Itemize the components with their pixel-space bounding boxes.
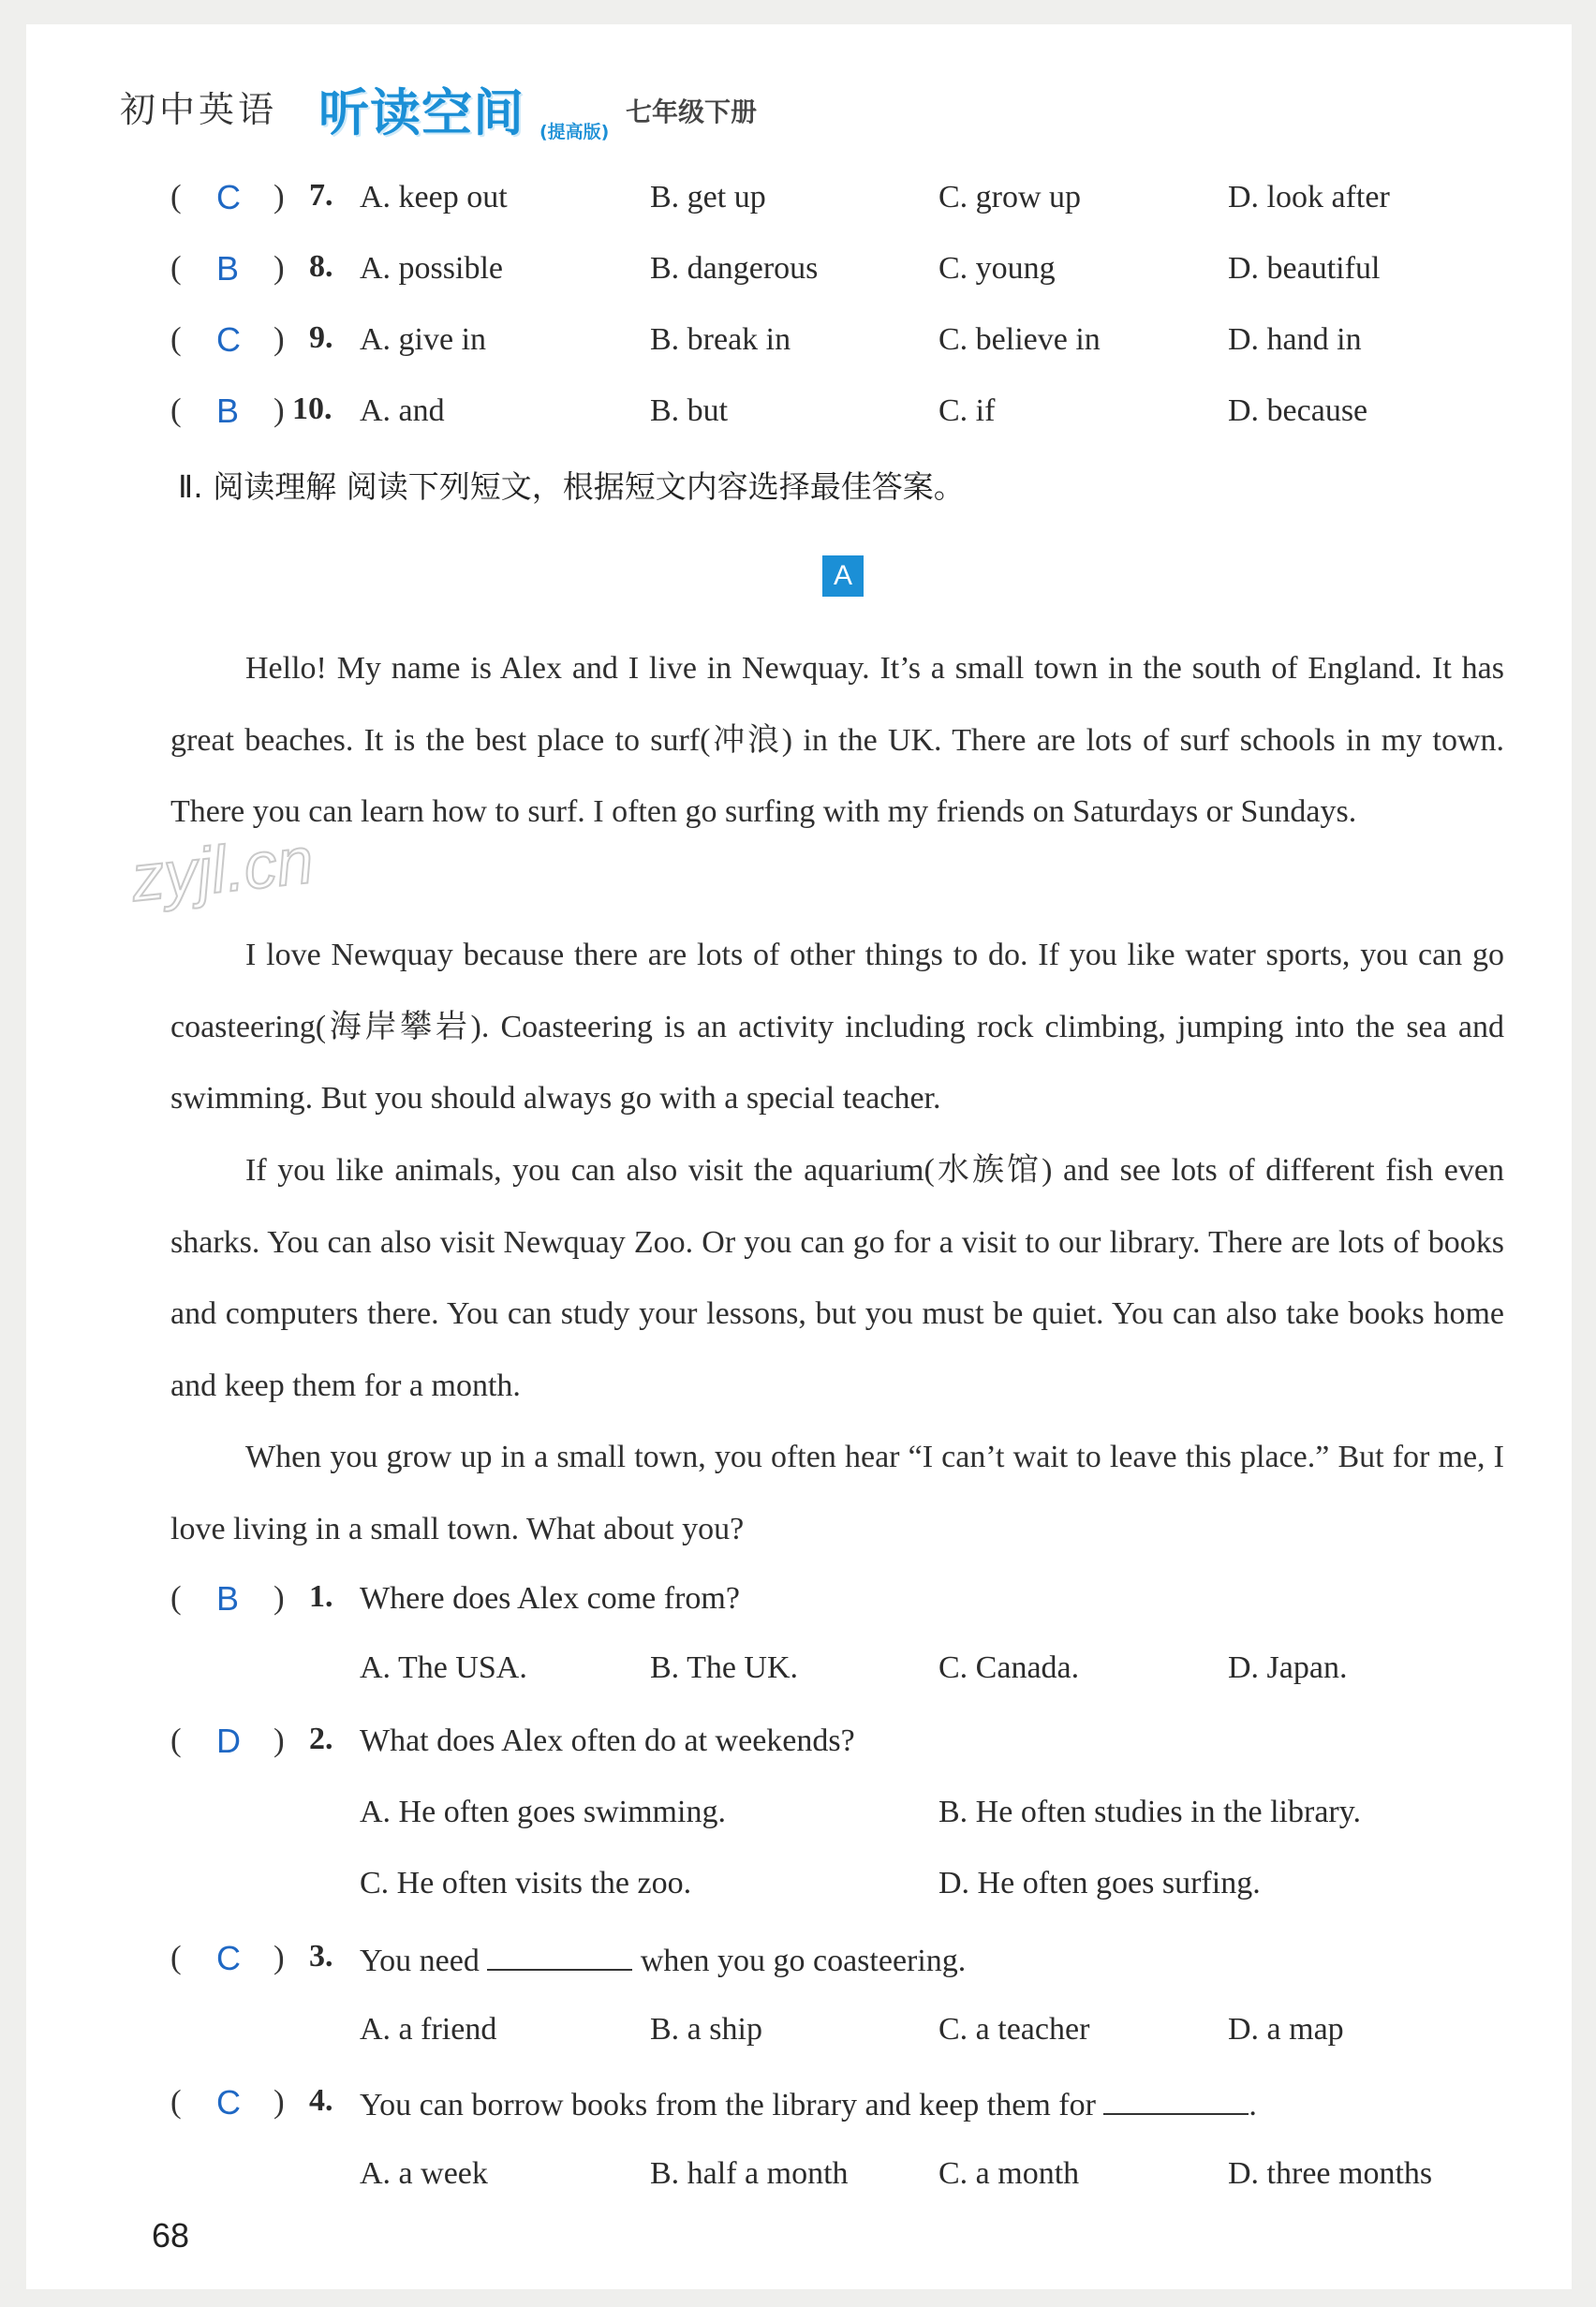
option-d: D. He often goes surfing. <box>938 1866 1261 1900</box>
question-number: 4. <box>309 2083 333 2118</box>
close-paren: ) <box>273 320 285 357</box>
passage-paragraph: I love Newquay because there are lots of other things to do. If you like water sports, you can go coasteering(海岸攀岩). Coasteering is an activity including rock climbing, jumping into the sea and swimming. But you should always go with a special teacher. <box>170 938 1504 1116</box>
open-paren: ( <box>170 249 182 286</box>
option-d: D. a map <box>1228 2012 1344 2047</box>
option-d: D. three months <box>1228 2156 1433 2191</box>
option-c: C. a month <box>938 2156 1080 2191</box>
open-paren: ( <box>170 1722 182 1758</box>
answer: C <box>216 178 241 216</box>
question-number: 10. <box>292 392 332 426</box>
close-paren: ) <box>273 249 285 286</box>
open-paren: ( <box>170 1579 182 1616</box>
close-paren: ) <box>273 1722 285 1758</box>
option-a: A. The USA. <box>360 1650 527 1685</box>
answer: C <box>216 2083 241 2122</box>
option-c: C. believe in <box>938 322 1101 357</box>
stem-text: You can borrow books from the library and keep them for <box>360 2088 1096 2122</box>
section-heading: Ⅱ. 阅读理解 阅读下列短文，根据短文内容选择最佳答案。 <box>178 468 965 505</box>
option-a: A. He often goes swimming. <box>360 1795 726 1829</box>
header-grade: 七年级下册 <box>626 96 758 127</box>
question-stem: What does Alex often do at weekends? <box>360 1723 855 1758</box>
open-paren: ( <box>170 178 182 214</box>
option-d: D. hand in <box>1228 322 1362 357</box>
header-series: 初中英语 <box>120 89 278 130</box>
option-a: A. a friend <box>360 2012 497 2047</box>
option-b: B. break in <box>650 322 791 357</box>
answer-blank <box>487 1941 632 1971</box>
close-paren: ) <box>273 1939 285 1975</box>
answer-blank <box>1103 2085 1249 2115</box>
watermark: zyjl.cn <box>127 823 318 915</box>
question-number: 1. <box>309 1579 333 1614</box>
stem-text: You need <box>360 1944 480 1978</box>
question-stem <box>360 1941 966 1979</box>
question-number: 2. <box>309 1722 333 1756</box>
open-paren: ( <box>170 2083 182 2120</box>
option-b: B. The UK. <box>650 1650 799 1685</box>
header-brand-logo: 听读空间 <box>318 83 525 142</box>
answer: B <box>216 249 240 288</box>
option-b: B. dangerous <box>650 251 819 286</box>
passage-label-badge: A <box>822 555 864 597</box>
passage-paragraph: If you like animals, you can also visit the aquarium(水族馆) and see lots of different fish even sharks. You can also visit Newquay Zoo. Or you can go for a visit to our library. There are lots of books and computers there. You can study your lessons, but you must be quiet. You can also take books home and keep them for a month. <box>170 1153 1504 1403</box>
passage-paragraph: Hello! My name is Alex and I live in Newquay. It’s a small town in the south of England. It has great beaches. It is the best place to surf(冲浪) in the UK. There are lots of surf schools in my town. There you can learn how to surf. I often go surfing with my friends on Saturdays or Sundays. <box>170 651 1504 829</box>
answer: C <box>216 320 241 359</box>
question-stem <box>360 2085 1257 2123</box>
option-c: C. if <box>938 393 996 428</box>
option-d: D. because <box>1228 393 1368 428</box>
option-a: A. possible <box>360 251 503 286</box>
header-edition: (提高版) <box>539 122 610 142</box>
option-d: D. beautiful <box>1228 251 1381 286</box>
close-paren: ) <box>273 1579 285 1616</box>
close-paren: ) <box>273 178 285 214</box>
answer: B <box>216 392 240 430</box>
option-c: C. Canada. <box>938 1650 1080 1685</box>
passage-paragraph: When you grow up in a small town, you often hear “I can’t wait to leave this place.” But for me, I love living in a small town. What about you? <box>170 1440 1504 1546</box>
option-c: C. a teacher <box>938 2012 1090 2047</box>
stem-text: . <box>1249 2088 1257 2122</box>
answer: D <box>216 1722 241 1760</box>
option-d: D. look after <box>1228 180 1390 214</box>
open-paren: ( <box>170 320 182 357</box>
question-number: 7. <box>309 178 333 213</box>
answer: C <box>216 1939 241 1977</box>
option-b: B. get up <box>650 180 766 214</box>
question-number: 8. <box>309 249 333 284</box>
page-number: 68 <box>152 2216 190 2255</box>
option-b: B. a ship <box>650 2012 762 2047</box>
option-b: B. half a month <box>650 2156 849 2191</box>
option-a: A. a week <box>360 2156 488 2191</box>
open-paren: ( <box>170 392 182 428</box>
close-paren: ) <box>273 392 285 428</box>
option-a: A. give in <box>360 322 487 357</box>
option-c: C. young <box>938 251 1056 286</box>
option-d: D. Japan. <box>1228 1650 1348 1685</box>
option-b: B. but <box>650 393 729 428</box>
close-paren: ) <box>273 2083 285 2120</box>
stem-text: when you go coasteering. <box>640 1944 967 1978</box>
option-a: A. keep out <box>360 180 508 214</box>
question-stem: Where does Alex come from? <box>360 1581 740 1616</box>
option-c: C. He often visits the zoo. <box>360 1866 692 1900</box>
question-number: 9. <box>309 320 333 355</box>
question-number: 3. <box>309 1939 333 1974</box>
option-c: C. grow up <box>938 180 1082 214</box>
option-a: A. and <box>360 393 445 428</box>
open-paren: ( <box>170 1939 182 1975</box>
option-b: B. He often studies in the library. <box>938 1795 1362 1829</box>
answer: B <box>216 1579 240 1618</box>
